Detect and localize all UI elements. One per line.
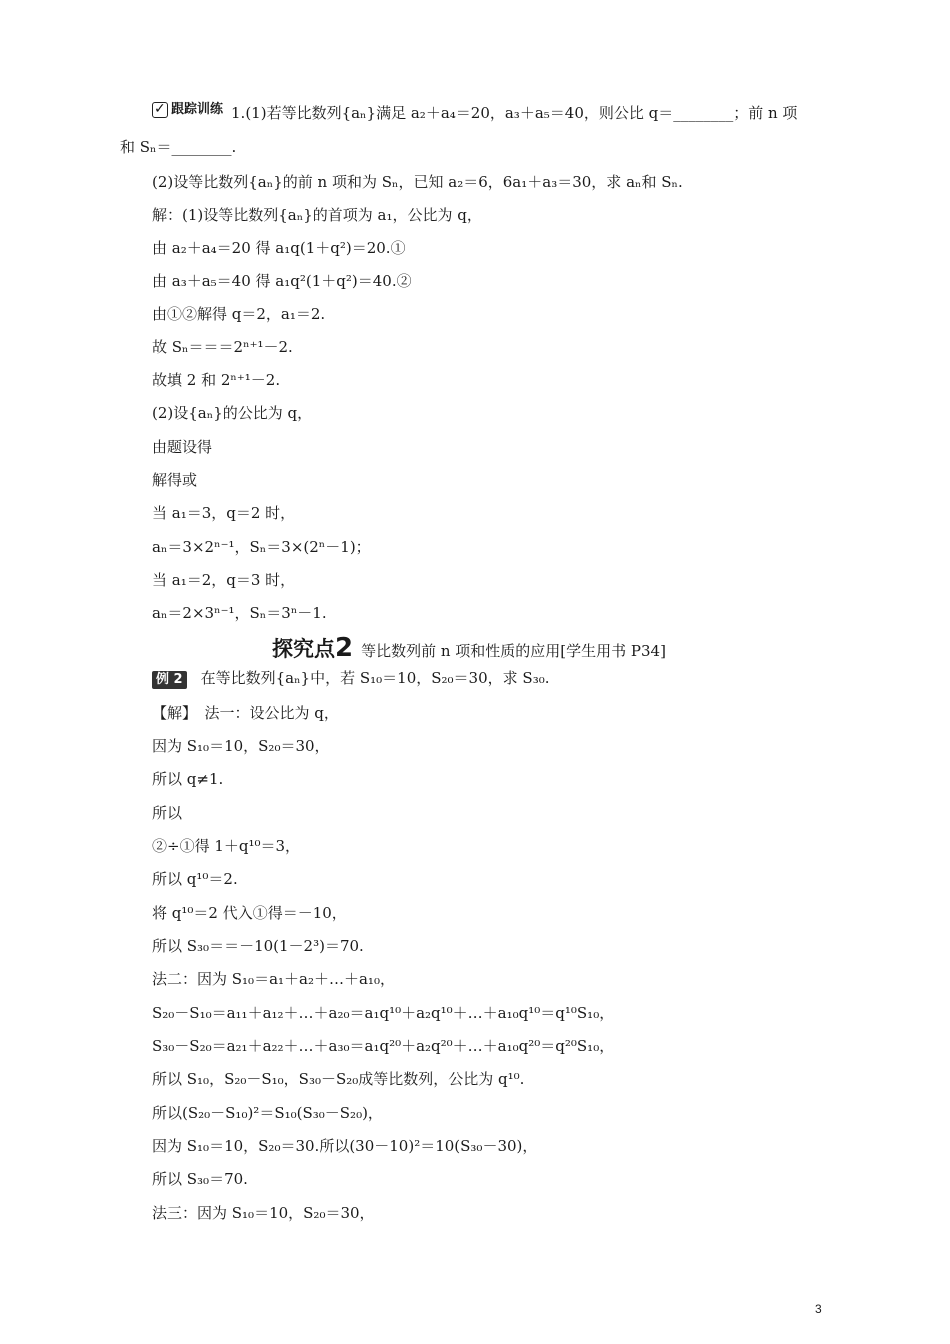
text-line: 由题设得	[152, 438, 213, 456]
section-heading: 探究点2 等比数列前 n 项和性质的应用[学生用书 P34]	[272, 633, 666, 663]
page-number: 3	[815, 1302, 822, 1316]
text-line: 将 q¹⁰＝2 代入①得＝－10，	[152, 904, 347, 922]
text-line: 所以 S₃₀＝70.	[152, 1170, 248, 1188]
example-tag: 例 2	[152, 671, 187, 689]
text-line: 所以 q¹⁰＝2.	[152, 870, 238, 888]
text-line: 所以 q≠1.	[152, 770, 224, 788]
text-line: 由①②解得 q＝2，a₁＝2.	[152, 305, 326, 323]
text-line: (2)设等比数列{aₙ}的前 n 项和为 Sₙ，已知 a₂＝6，6a₁＋a₃＝30，求 aₙ和 Sₙ.	[152, 173, 683, 191]
text-line: ②÷①得 1＋q¹⁰＝3，	[152, 837, 301, 855]
example-2-line: 例 2 在等比数列{aₙ}中，若 S₁₀＝10，S₂₀＝30，求 S₃₀.	[152, 668, 549, 689]
text-line: 所以 S₁₀，S₂₀－S₁₀，S₃₀－S₂₀成等比数列，公比为 q¹⁰.	[152, 1070, 525, 1088]
text-line: 故 Sₙ＝＝＝2ⁿ⁺¹－2.	[152, 338, 293, 356]
text-line: S₃₀－S₂₀＝a₂₁＋a₂₂＋…＋a₃₀＝a₁q²⁰＋a₂q²⁰＋…＋a₁₀q²⁰＝q²⁰S₁₀，	[152, 1037, 615, 1055]
track-training-tag: ✓ 跟踪训练	[152, 100, 223, 120]
text-line: 解得或	[152, 471, 198, 489]
text-line: 和 Sₙ＝________.	[120, 138, 237, 156]
text-line: 所以 S₃₀＝＝－10(1－2³)＝70.	[152, 937, 364, 955]
text-line: aₙ＝3×2ⁿ⁻¹，Sₙ＝3×(2ⁿ－1)；	[152, 538, 371, 556]
text-line: 由 a₃＋a₅＝40 得 a₁q²(1＋q²)＝40.②	[152, 272, 412, 290]
text-line: 当 a₁＝3，q＝2 时，	[152, 504, 296, 522]
text-line: 法三：因为 S₁₀＝10，S₂₀＝30，	[152, 1204, 375, 1222]
text-line: (2)设{aₙ}的公比为 q，	[152, 404, 313, 422]
text-line: 因为 S₁₀＝10，S₂₀＝30.所以(30－10)²＝10(S₃₀－30)，	[152, 1137, 538, 1155]
text-line: 所以(S₂₀－S₁₀)²＝S₁₀(S₃₀－S₂₀)，	[152, 1104, 383, 1122]
text-line: aₙ＝2×3ⁿ⁻¹，Sₙ＝3ⁿ－1.	[152, 604, 327, 622]
text-line: 所以	[152, 804, 183, 822]
text-line: 【解】 法一：设公比为 q，	[152, 704, 339, 722]
text-line: S₂₀－S₁₀＝a₁₁＋a₁₂＋…＋a₂₀＝a₁q¹⁰＋a₂q¹⁰＋…＋a₁₀q¹⁰＝q¹⁰S₁₀，	[152, 1004, 615, 1022]
check-icon	[152, 102, 168, 118]
text-line: 因为 S₁₀＝10，S₂₀＝30，	[152, 737, 330, 755]
exercise-1-line: ✓ 跟踪训练 1.(1)若等比数列{aₙ}满足 a₂＋a₄＝20，a₃＋a₅＝40，则公比 q＝________；前 n 项	[152, 100, 797, 123]
text-line: 由 a₂＋a₄＝20 得 a₁q(1＋q²)＝20.①	[152, 239, 406, 257]
text-line: 故填 2 和 2ⁿ⁺¹－2.	[152, 371, 281, 389]
text-line: 解：(1)设等比数列{aₙ}的首项为 a₁，公比为 q，	[152, 206, 482, 224]
text-line: 当 a₁＝2，q＝3 时，	[152, 571, 296, 589]
text-line: 法二：因为 S₁₀＝a₁＋a₂＋…＋a₁₀，	[152, 970, 395, 988]
